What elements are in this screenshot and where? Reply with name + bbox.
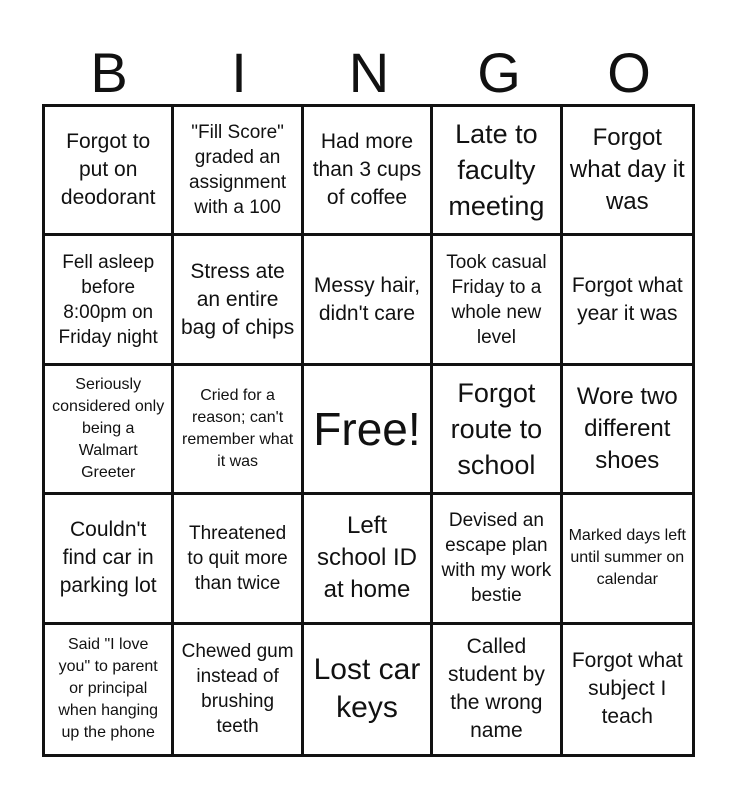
header-letter-o: O xyxy=(607,41,651,104)
bingo-cell[interactable] xyxy=(45,625,174,754)
header-letter-n: N xyxy=(348,41,390,104)
cell-label: Forgot what day it was xyxy=(569,124,685,216)
cell-label: Late to faculty meeting xyxy=(448,119,545,222)
bingo-cell[interactable] xyxy=(563,625,692,754)
header-letter-b: B xyxy=(90,41,128,104)
bingo-cell[interactable] xyxy=(174,495,303,624)
bingo-cell[interactable] xyxy=(174,625,303,754)
cell-label: Marked days left until summer on calendar xyxy=(568,527,686,589)
bingo-cell[interactable] xyxy=(433,366,562,495)
cell-label: Threatened to quit more than twice xyxy=(187,522,288,594)
cell-label: Forgot to put on deodorant xyxy=(60,130,156,210)
bingo-cell[interactable] xyxy=(45,236,174,365)
cell-label: Cried for a reason; can't remember what it was xyxy=(182,386,294,470)
free-space-label: Free! xyxy=(313,402,421,455)
header-letter-g: G xyxy=(477,41,521,104)
bingo-cell[interactable] xyxy=(45,107,174,236)
bingo-cell[interactable] xyxy=(563,236,692,365)
bingo-cell[interactable] xyxy=(304,625,433,754)
bingo-cell[interactable] xyxy=(174,107,303,236)
cell-label: Fell asleep before 8:00pm on Friday night xyxy=(58,251,158,348)
cell-label: Couldn't find car in parking lot xyxy=(59,518,157,598)
cell-label: Forgot what year it was xyxy=(571,273,683,325)
cell-label: Left school ID at home xyxy=(316,512,418,604)
cell-label: Seriously considered only being a Walmart Greeter xyxy=(52,375,165,481)
bingo-cell[interactable] xyxy=(304,495,433,624)
bingo-board xyxy=(42,104,695,757)
header-letter-i: I xyxy=(231,41,247,104)
bingo-cell[interactable] xyxy=(563,495,692,624)
bingo-cell[interactable] xyxy=(174,366,303,495)
bingo-cell[interactable] xyxy=(433,107,562,236)
cell-label: Stress ate an entire bag of chips xyxy=(180,259,295,339)
bingo-cell[interactable] xyxy=(174,236,303,365)
free-space-cell[interactable] xyxy=(304,366,433,495)
cell-label: Wore two different shoes xyxy=(576,382,678,474)
bingo-cell[interactable] xyxy=(563,107,692,236)
bingo-cell[interactable] xyxy=(563,366,692,495)
cell-label: Devised an escape plan with my work bestie xyxy=(441,510,552,607)
bingo-cell[interactable] xyxy=(304,107,433,236)
bingo-header xyxy=(44,42,694,104)
cell-label: Forgot what subject I teach xyxy=(571,649,683,729)
cell-label: Had more than 3 cups of coffee xyxy=(312,130,422,210)
cell-label: Lost car keys xyxy=(313,653,421,725)
bingo-cell[interactable] xyxy=(45,495,174,624)
bingo-cell[interactable] xyxy=(45,366,174,495)
bingo-cell[interactable] xyxy=(433,236,562,365)
bingo-cell[interactable] xyxy=(433,625,562,754)
cell-label: Messy hair, didn't care xyxy=(313,273,421,325)
cell-label: "Fill Score" graded an assignment with a 100 xyxy=(189,122,287,219)
bingo-cell[interactable] xyxy=(433,495,562,624)
bingo-cell[interactable] xyxy=(304,236,433,365)
cell-label: Said "I love you" to parent or principal when hanging up the phone xyxy=(58,636,159,742)
cell-label: Took casual Friday to a whole new level xyxy=(446,251,547,348)
cell-label: Chewed gum instead of brushing teeth xyxy=(181,641,294,738)
cell-label: Called student by the wrong name xyxy=(447,635,545,743)
cell-label: Forgot route to school xyxy=(450,377,543,480)
